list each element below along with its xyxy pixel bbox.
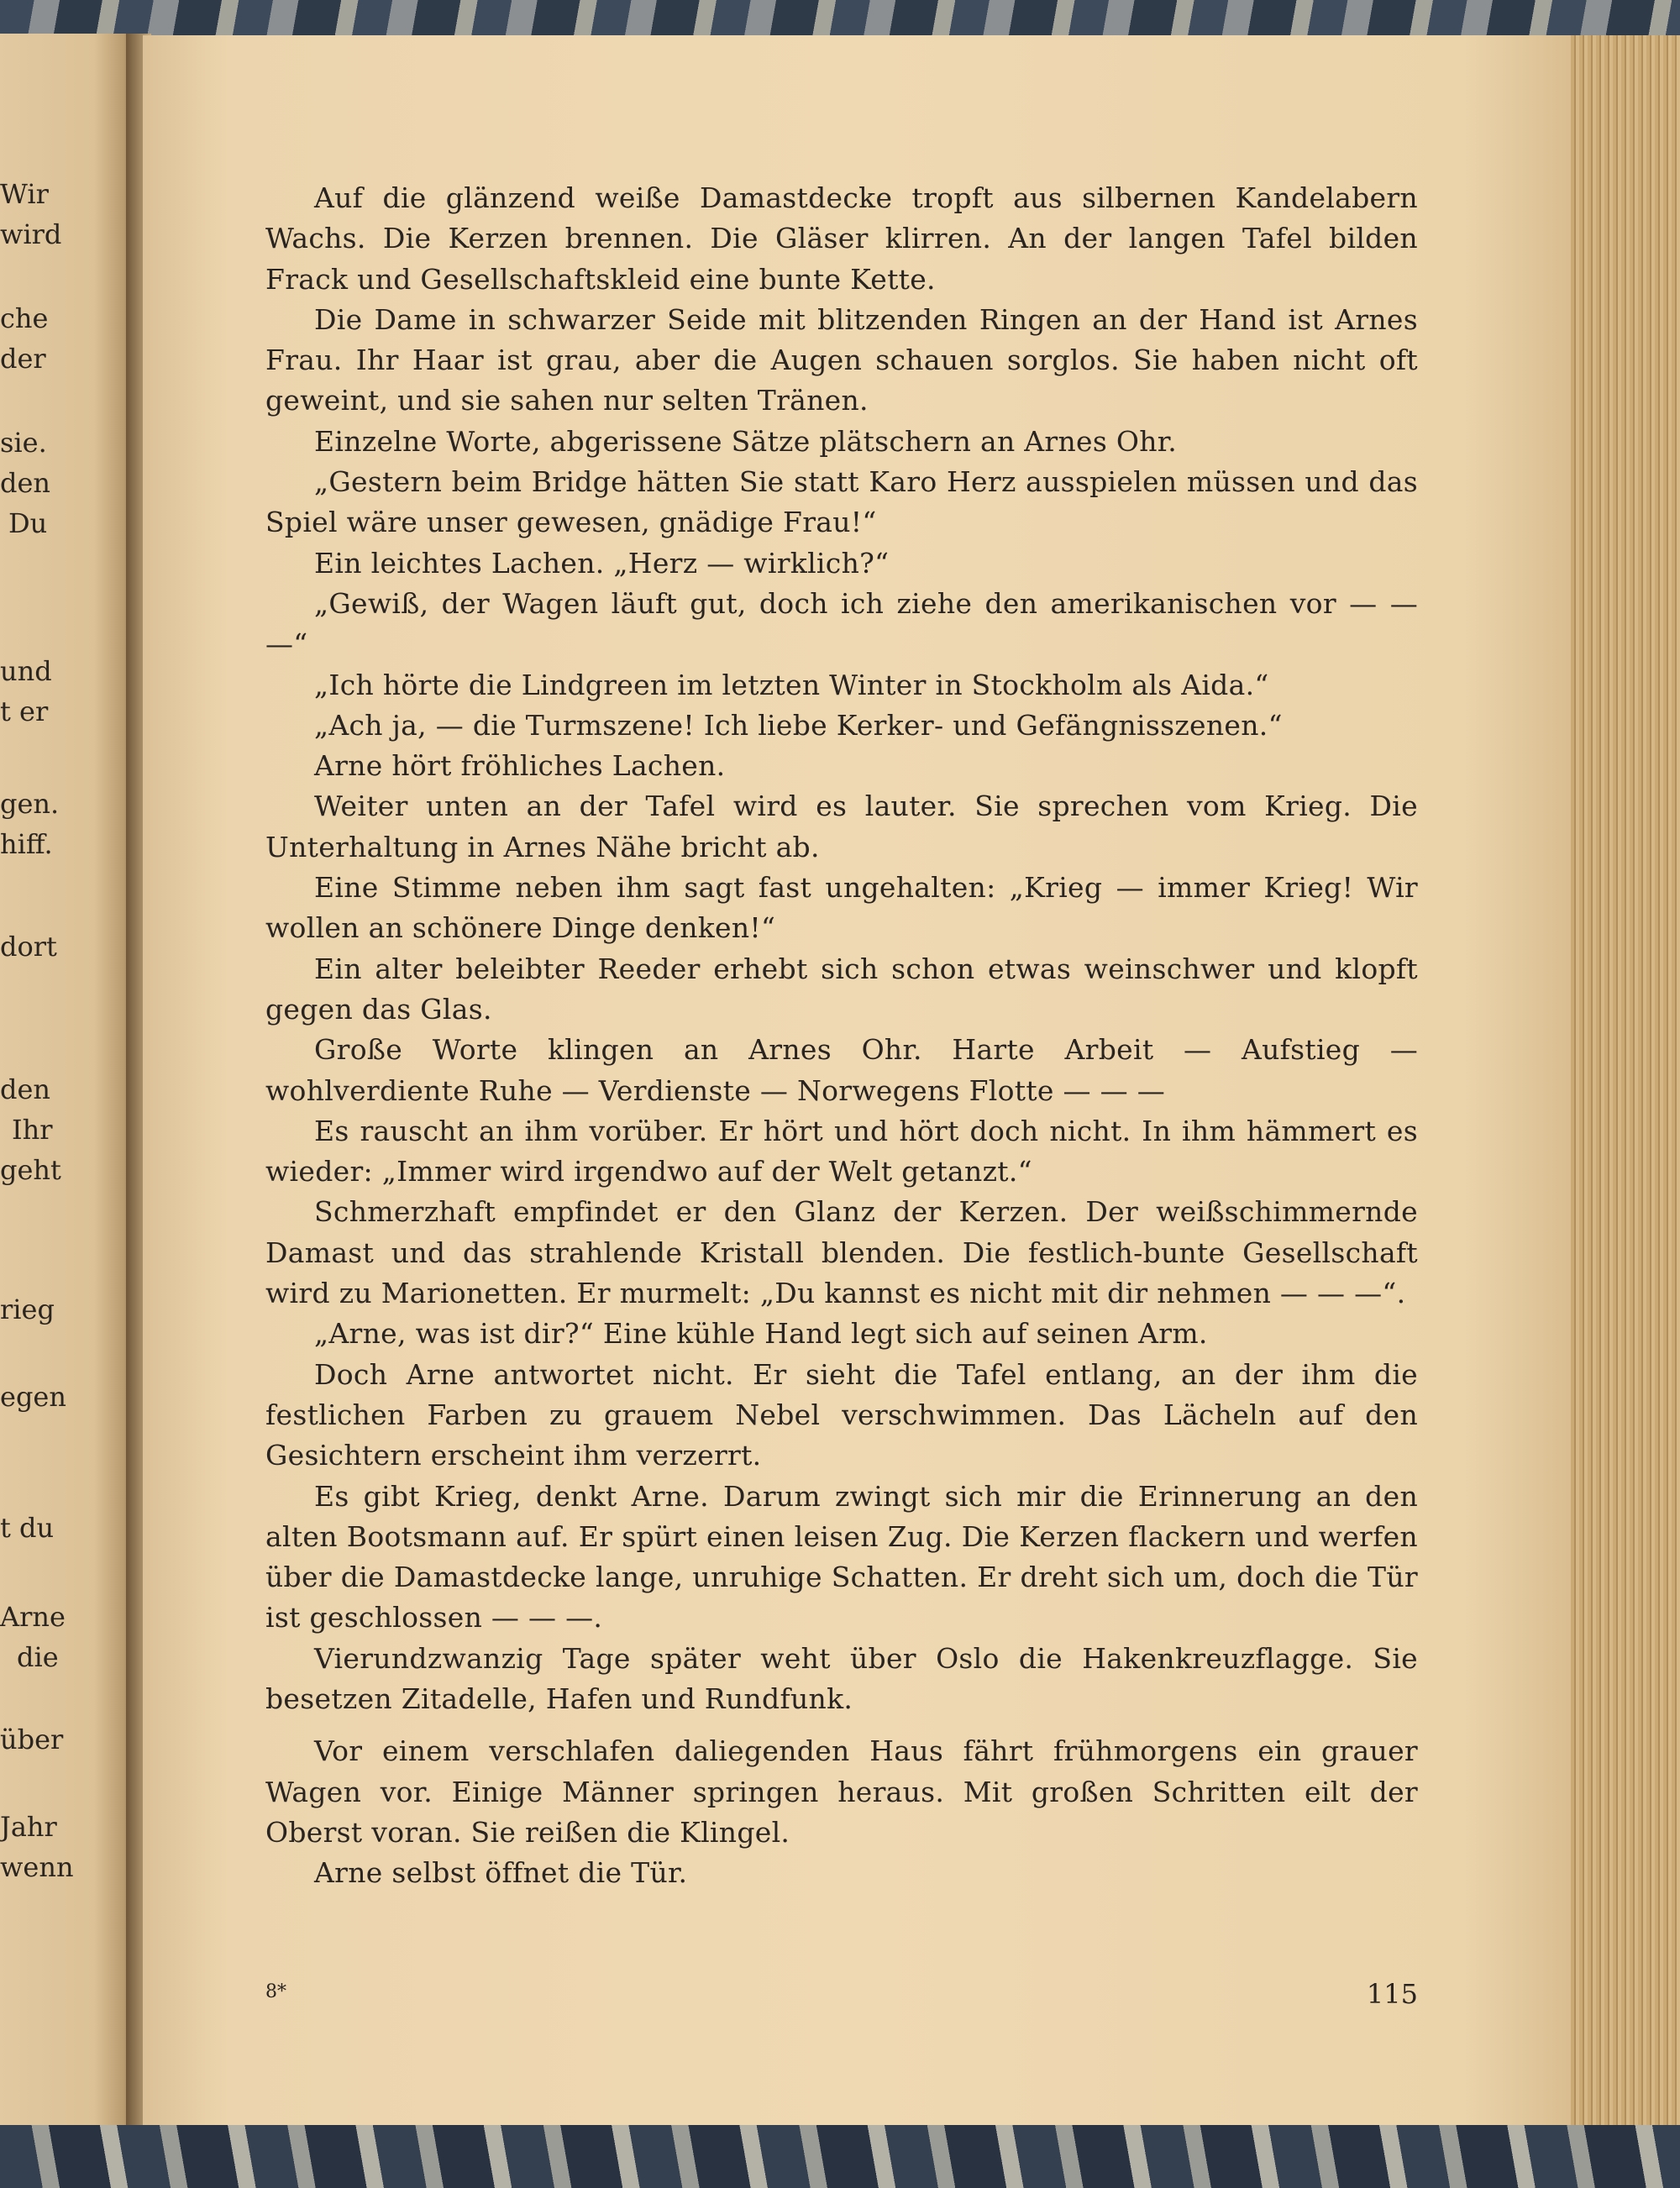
left-page-fragment: sie. bbox=[0, 427, 47, 459]
paragraph: Es rauscht an ihm vorüber. Er hört und hört doch nicht. In ihm hämmert es wieder: „Immer wird irgendwo auf der Welt getanzt.“ bbox=[265, 1114, 1418, 1188]
paragraph: Doch Arne antwortet nicht. Er sieht die Tafel entlang, an der ihm die festlichen Farben zu grauem Nebel verschwimmen. Das Lächeln auf den Gesichtern erscheint ihm verzerrt. bbox=[265, 1357, 1418, 1472]
paragraph: „Gewiß, der Wagen läuft gut, doch ich ziehe den amerikanischen vor — — —“ bbox=[265, 586, 1418, 661]
left-page-fragment: über bbox=[0, 1724, 64, 1755]
paragraph: „Arne, was ist dir?“ Eine kühle Hand legt sich auf seinen Arm. bbox=[314, 1317, 1208, 1351]
paragraph: Arne selbst öffnet die Tür. bbox=[314, 1856, 688, 1890]
paragraph: Ein alter beleibter Reeder erhebt sich schon etwas weinschwer und klopft gegen das Glas. bbox=[265, 952, 1418, 1026]
paragraph: „Ich hörte die Lindgreen im letzten Winter in Stockholm als Aida.“ bbox=[314, 668, 1269, 701]
page-number: 115 bbox=[1366, 1978, 1418, 2010]
left-page-fragment: Arne bbox=[0, 1601, 66, 1633]
left-page-fragment: Du bbox=[8, 507, 48, 539]
left-page-fragment: und bbox=[0, 655, 52, 687]
left-page-fragment: t er bbox=[0, 695, 49, 727]
paragraph: „Ach ja, — die Turmszene! Ich liebe Kerker- und Gefängnisszenen.“ bbox=[314, 708, 1283, 742]
paragraph: Vor einem verschlafen daliegenden Haus fährt frühmorgens ein grauer Wagen vor. Einige Männer springen heraus. Mit großen Schritten eilt der Oberst voran. Sie reißen die Klingel. bbox=[265, 1734, 1418, 1849]
book-spine-bottom bbox=[0, 2125, 1680, 2188]
body-text bbox=[265, 178, 1418, 1893]
left-page-fragment: egen bbox=[0, 1381, 66, 1413]
left-page-fragment: die bbox=[17, 1641, 59, 1673]
left-page-fragment: der bbox=[0, 343, 46, 375]
paragraph: Auf die glänzend weiße Damastdecke tropft aus silbernen Kandelabern Wachs. Die Kerzen brennen. Die Gläser klirren. An der langen Tafel bilden Frack und Gesellschaftskleid eine bunte Kette. bbox=[265, 181, 1418, 296]
left-page-fragment: dort bbox=[0, 931, 57, 963]
left-page-fragment: gen. bbox=[0, 788, 60, 820]
left-page-fragment: Wir bbox=[0, 178, 49, 210]
paragraph: Die Dame in schwarzer Seide mit blitzenden Ringen an der Hand ist Arnes Frau. Ihr Haar ist grau, aber die Augen schauen sorglos. Sie haben nicht oft geweint, und sie sahen nur selten Tränen. bbox=[265, 302, 1418, 417]
paragraph: „Gestern beim Bridge hätten Sie statt Karo Herz ausspielen müssen und das Spiel wäre unser gewesen, gnädige Frau!“ bbox=[265, 465, 1418, 539]
paragraph: Einzelne Worte, abgerissene Sätze plätschern an Arnes Ohr. bbox=[314, 424, 1178, 458]
left-page-fragment: den bbox=[0, 1073, 51, 1105]
left-page-fragment: geht bbox=[0, 1154, 61, 1186]
left-page-fragment: t du bbox=[0, 1512, 55, 1544]
paragraph: Eine Stimme neben ihm sagt fast ungehalten: „Krieg — immer Krieg! Wir wollen an schönere Dinge denken!“ bbox=[265, 871, 1418, 945]
paragraph: Weiter unten an der Tafel wird es lauter. Sie sprechen vom Krieg. Die Unterhaltung in Arnes Nähe bricht ab. bbox=[265, 790, 1418, 863]
left-page-fragment: hiff. bbox=[0, 828, 53, 860]
page-footer bbox=[265, 1978, 1418, 2012]
paragraph: Große Worte klingen an Arnes Ohr. Harte Arbeit — Aufstieg — wohlverdiente Ruhe — Verdienste — Norwegens Flotte — — — bbox=[265, 1033, 1418, 1107]
left-page-fragment: wird bbox=[0, 218, 62, 250]
left-page-fragment: den bbox=[0, 467, 51, 499]
paragraph: Ein leichtes Lachen. „Herz — wirklich?“ bbox=[314, 546, 890, 580]
paragraph: Es gibt Krieg, denkt Arne. Darum zwingt sich mir die Erinnerung an den alten Bootsmann auf. Er spürt einen leisen Zug. Die Kerzen flackern und werfen über die Damastdecke lange, unruhige Schatten. Er dreht sich um, doch die Tür ist geschlossen — — —. bbox=[265, 1479, 1418, 1634]
left-page-fragment: Jahr bbox=[0, 1811, 57, 1843]
left-page bbox=[0, 34, 134, 2125]
page-edges bbox=[1571, 35, 1680, 2135]
left-page-fragment: rieg bbox=[0, 1293, 55, 1325]
paragraph: Vierundzwanzig Tage später weht über Oslo die Hakenkreuzflagge. Sie besetzen Zitadelle, Hafen und Rundfunk. bbox=[265, 1641, 1418, 1715]
left-page-fragment: Ihr bbox=[12, 1114, 53, 1146]
left-page-fragment: wenn bbox=[0, 1851, 74, 1883]
paragraph: Arne hört fröhliches Lachen. bbox=[314, 749, 726, 783]
paragraph: Schmerzhaft empfindet er den Glanz der Kerzen. Der weißschimmernde Damast und das strahlende Kristall blenden. Die festlich-bunte Gesellschaft wird zu Marionetten. Er murmelt: „Du kannst es nicht mit dir nehmen — — —“. bbox=[265, 1195, 1418, 1310]
left-page-fragment: che bbox=[0, 302, 49, 334]
signature-mark: 8* bbox=[265, 1981, 286, 2002]
